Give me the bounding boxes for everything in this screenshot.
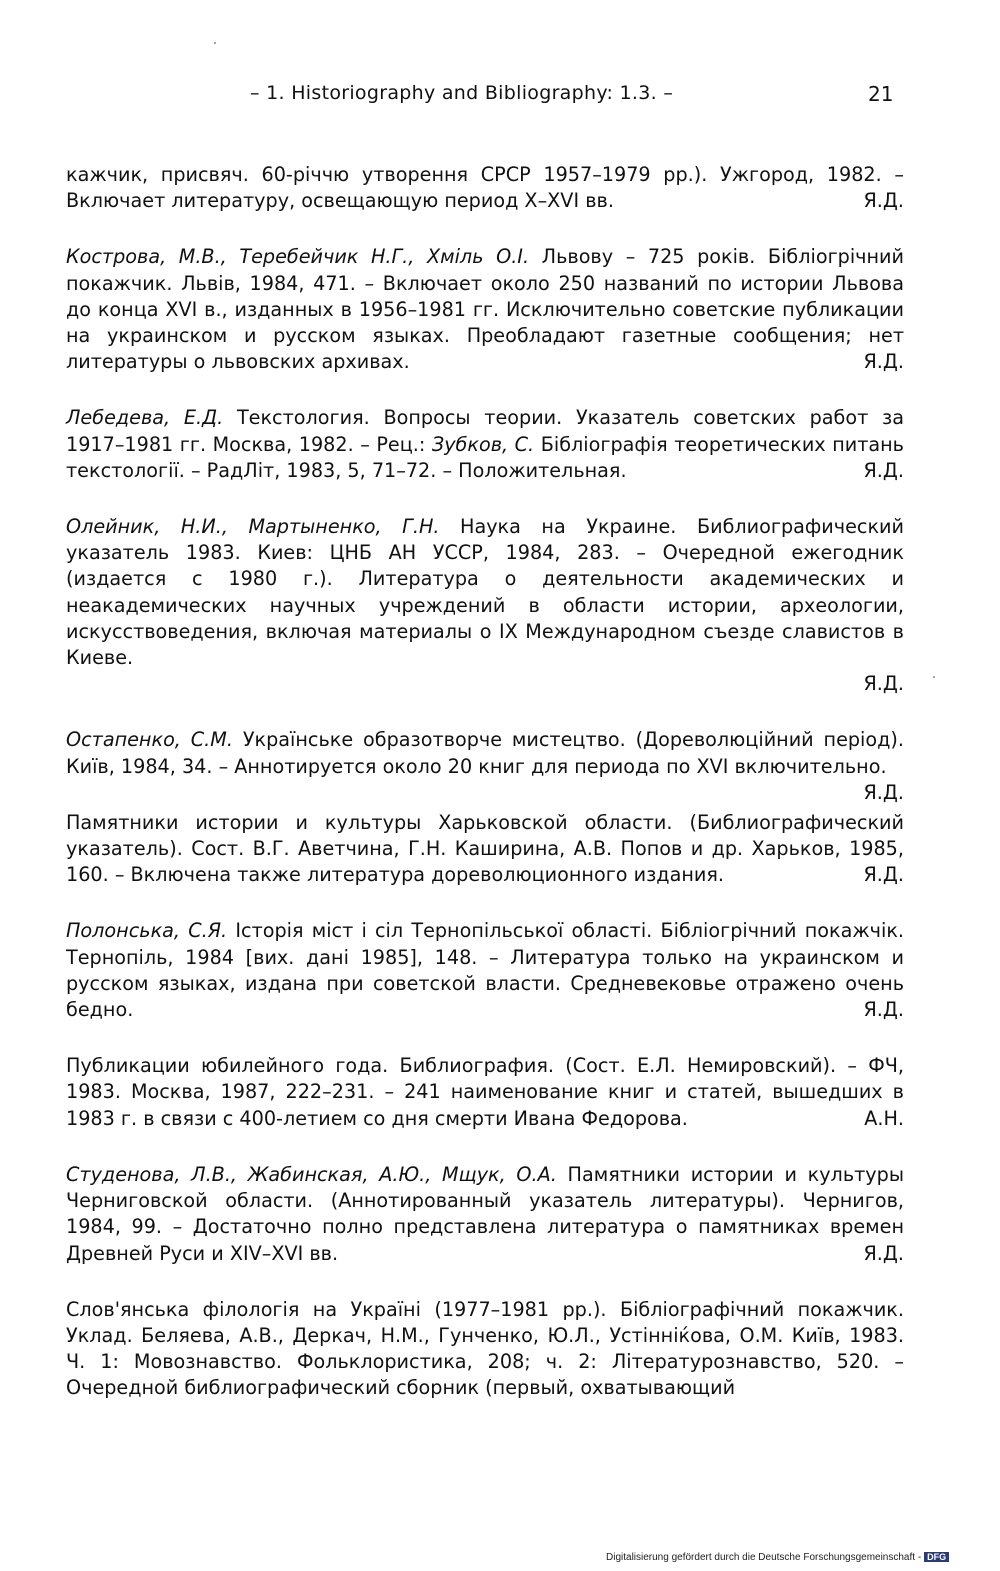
reviewer-initials: Я.Д. [863, 350, 904, 374]
bibliography-entry [66, 244, 904, 375]
entry-text: Текстология. Вопросы теории. Указатель советских работ за 1917–1981 гг. Москва, 1982. – Рец.: [66, 406, 904, 456]
entry-text: Історія міст і сіл Тернопільської області. Бібліогрічний покажчік. Тернопіль, 1984 [вих. дані 1985], 148. – Литература только на украинском и русском языках, издана при советской власти. Средневековье отражено очень бедно. [66, 919, 905, 1022]
entry-text: Львову – 725 років. Бібліогрічний покажчик. Львів, 1984, 471. – Включает около 250 названий по истории Львова до конца XVI в., изданных в 1956–1981 гг. Исключительно советские публикации на украинском и русском языках. Преобладают газетные сообщения; нет литературы о львовских архивах. [66, 245, 904, 374]
review-author: Зубков, С. [431, 432, 535, 456]
entry-author: Полонська, С.Я. [66, 919, 228, 943]
entry-author: Остапенко, С.М. [66, 728, 233, 752]
reviewer-initials: Я.Д. [863, 672, 904, 696]
entry-text: Українське образотворче мистецтво. (Дореволюційний період). Київ, 1984, 34. – Аннотируется около 20 книг для периода по XVI включительно. [66, 728, 904, 778]
reviewer-initials: Я.Д. [863, 458, 904, 482]
reviewer-initials: Я.Д. [863, 863, 904, 887]
reviewer-initials: Я.Д. [863, 998, 904, 1022]
bibliography-entry [66, 514, 904, 697]
bibliography-entry [66, 727, 904, 804]
entry-text-continued: Бібліографія теоретических питань текстології. – РадЛіт, 1983, 5, 71–72. – Положительная. [66, 432, 904, 482]
entry-text: Памятники истории и культуры Харьковской области. (Библиографический указатель). Сост. В.Г. Аветчина, Г.Н. Каширина, А.В. Попов и др. Харьков, 1985, 160. – Включена также литература дореволюционного издания. [66, 810, 904, 887]
running-header: – 1. Historiography and Bibliography: 1.3. – [250, 82, 674, 104]
bibliography-entry [66, 162, 904, 214]
bibliography-list [66, 162, 904, 1432]
dfg-logo: DFG [924, 1552, 949, 1562]
bibliography-entry [66, 918, 904, 1023]
reviewer-initials: Я.Д. [863, 780, 904, 804]
entry-author: Лебедева, Е.Д. [66, 406, 224, 430]
digitization-footer [606, 1552, 949, 1563]
bibliography-entry [66, 1053, 904, 1132]
entry-text: кажчик, присвяч. 60-річчю утворення СРСР 1957–1979 рр.). Ужгород, 1982. – Включает литературу, освещающую период X–XVI вв. [66, 163, 904, 213]
reviewer-initials: А.Н. [864, 1106, 904, 1130]
bibliography-entry [66, 1162, 904, 1267]
reviewer-initials: Я.Д. [863, 189, 904, 213]
reviewer-initials: Я.Д. [863, 1241, 904, 1265]
entry-author: Кострова, М.В., Теребейчик Н.Г., Хміль О.І. [66, 245, 530, 269]
entry-text: Публикации юбилейного года. Библиография. (Сост. Е.Л. Немировский). – ФЧ, 1983. Москва, 1987, 222–231. – 241 наименование книг и статей, вышедших в 1983 г. в связи с 400-летием со дня смерти Ивана Федорова. [66, 1054, 904, 1130]
scan-speck [933, 676, 935, 678]
page-number: 21 [868, 82, 894, 106]
entry-author: Студенова, Л.В., Жабинская, А.Ю., Мщук, О.А. [66, 1162, 557, 1186]
scan-speck [214, 42, 216, 44]
bibliography-entry [66, 1297, 904, 1402]
entry-text: Слов'янська філологія на Україні (1977–1981 рр.). Бібліографічний покажчик. Уклад. Беляева, А.В., Деркач, Н.М., Гунченко, Ю.Л., Устінніќова, О.М. Київ, 1983. Ч. 1: Мовознавство. Фольклористика, 208; ч. 2: Літературознавство, 520. – Очередной библиографический сборник (первый, охватывающий [66, 1297, 904, 1400]
bibliography-entry [66, 405, 904, 484]
entry-author: Олейник, Н.И., Мартыненко, Г.Н. [66, 515, 440, 539]
bibliography-entry [66, 810, 904, 889]
entry-text: Наука на Украине. Библиографический указатель 1983. Киев: ЦНБ АН УССР, 1984, 283. – Очередной ежегодник (издается с 1980 г.). Литература о деятельности академических и неакадемических научных учреждений в области истории, археологии, искусствоведения, включая материалы о IX Международном съезде славистов в Киеве. [66, 515, 904, 670]
entry-text: Памятники истории и культуры Черниговской области. (Аннотированный указатель литературы). Чернигов, 1984, 99. – Достаточно полно представлена литература о памятниках времен Древней Руси и XIV–XVI вв. [66, 1162, 904, 1265]
footer-text: Digitalisierung gefördert durch die Deutsche Forschungsgemeinschaft - [606, 1552, 922, 1563]
